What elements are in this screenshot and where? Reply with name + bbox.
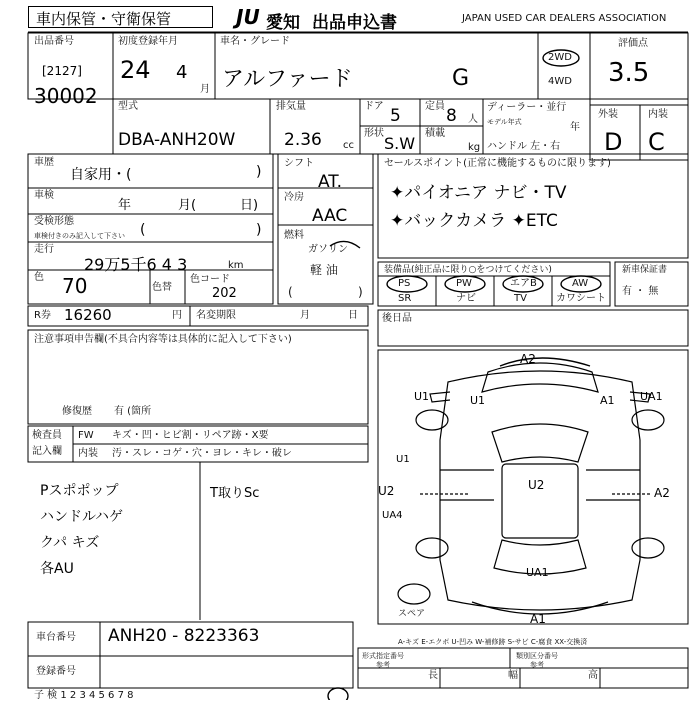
damage-legend: A-キズ E-エクボ U-凹み W-補修跡 S-サビ C-腐食 XX-交換済 bbox=[398, 638, 588, 646]
fuel-other-open: ( bbox=[288, 285, 293, 299]
interior-label: 内装 bbox=[648, 109, 668, 120]
history: 自家用・( bbox=[70, 167, 132, 183]
ju-logo: JU bbox=[236, 5, 260, 29]
name-change-day: 日 bbox=[348, 310, 358, 321]
lot-number-label: 出品番号 bbox=[34, 36, 74, 47]
equip-tv: TV bbox=[514, 293, 527, 304]
capacity-unit: 人 bbox=[468, 114, 478, 125]
fuel-diesel: 軽 油 bbox=[310, 263, 338, 277]
ref-label-1: 参考 bbox=[376, 661, 390, 669]
interior-grade: C bbox=[648, 128, 665, 156]
damage-mark: UA1 bbox=[526, 566, 549, 579]
reception-label: 受検形態 bbox=[34, 216, 74, 227]
inspection-month: 月( bbox=[178, 198, 197, 213]
sales-point-2: ✦バックカメラ ✦ETC bbox=[390, 211, 558, 231]
ref-label-2: 参考 bbox=[530, 661, 544, 669]
fuel-other-close: ) bbox=[358, 285, 363, 299]
mileage-label: 走行 bbox=[34, 244, 54, 255]
notice-label: 注意事項申告欄(不具合内容等は具体的に記入して下さい) bbox=[34, 334, 292, 345]
damage-mark: U1 bbox=[414, 390, 430, 403]
history-close: ) bbox=[256, 164, 262, 180]
name-change-label: 名変期限 bbox=[196, 310, 236, 321]
dealer-label: ディーラー・並行 bbox=[487, 102, 567, 113]
chassis-number: ANH20 - 8223363 bbox=[108, 626, 260, 646]
bottom-row: 子 検 1 2 3 4 5 6 7 8 bbox=[34, 690, 134, 701]
spare-label: スペア bbox=[398, 609, 426, 619]
reception-close: ) bbox=[256, 222, 262, 238]
lot-number: 30002 bbox=[34, 84, 98, 108]
exterior-label: 外装 bbox=[598, 109, 618, 120]
name-change-month: 月 bbox=[300, 310, 310, 321]
entry-label: 記入欄 bbox=[32, 446, 62, 457]
note-3: クパ キズ bbox=[40, 535, 100, 551]
damage-mark: A1 bbox=[600, 394, 615, 407]
damage-mark: A2 bbox=[520, 352, 536, 366]
mileage: 29万5千6 4 3 bbox=[84, 255, 188, 274]
org-name: 愛知 bbox=[266, 13, 300, 33]
damage-mark: A1 bbox=[530, 612, 546, 626]
cc-unit: cc bbox=[343, 140, 354, 151]
damage-mark: U2 bbox=[378, 484, 395, 498]
drive-2wd: 2WD bbox=[548, 52, 572, 63]
equip-navi: ナビ bbox=[456, 293, 476, 304]
association-name: JAPAN USED CAR DEALERS ASSOCIATION bbox=[462, 13, 667, 24]
inspection-label: 車検 bbox=[34, 190, 54, 201]
registration-label: 登録番号 bbox=[36, 666, 76, 677]
chassis-label: 車台番号 bbox=[36, 632, 76, 643]
score-label: 評価点 bbox=[618, 38, 648, 49]
note-right: T取りSc bbox=[210, 486, 260, 501]
color-label: 色 bbox=[34, 272, 44, 283]
color: 70 bbox=[62, 274, 88, 298]
repair-label: 修復歴 bbox=[62, 406, 92, 417]
width-label: 幅 bbox=[508, 670, 518, 681]
km-unit: km bbox=[228, 260, 244, 271]
lot-code: [2127] bbox=[42, 64, 82, 78]
first-reg-label: 初度登録年月 bbox=[118, 36, 178, 47]
equip-airbag: エアB bbox=[510, 278, 537, 289]
equip-sr: SR bbox=[398, 293, 412, 304]
storage-tags: 車内保管・守衛保管 bbox=[36, 10, 172, 28]
color-change-label: 色替 bbox=[152, 282, 172, 293]
damage-mark: A2 bbox=[654, 486, 670, 500]
new-warranty-label: 新車保証書 bbox=[622, 265, 668, 275]
checklist-row2-label: 内装 bbox=[78, 448, 98, 459]
later-items-label: 後日品 bbox=[382, 313, 412, 324]
category-label: 類別区分番号 bbox=[516, 652, 558, 660]
doors: 5 bbox=[390, 106, 401, 126]
checklist-row2: 汚・スレ・コゲ・穴・ヨレ・キレ・破レ bbox=[112, 448, 292, 459]
fuel-gasoline: ガソリン bbox=[308, 244, 348, 255]
capacity: 8 bbox=[446, 106, 457, 126]
note-1: Pスポポップ bbox=[40, 483, 119, 499]
inspection-year: 年 bbox=[118, 198, 132, 213]
kg-unit: kg bbox=[468, 142, 481, 153]
repair-value: 有 (箇所 bbox=[114, 406, 152, 417]
color-code-label: 色コード bbox=[190, 274, 230, 285]
inspection-day: 日) bbox=[240, 198, 259, 213]
handle-label: ハンドル 左・右 bbox=[487, 141, 561, 152]
capacity-label: 定員 bbox=[425, 101, 445, 112]
reception-note: 車検付きのみ記入して下さい bbox=[34, 232, 125, 240]
displacement: 2.36 bbox=[284, 130, 322, 150]
grade: G bbox=[452, 66, 470, 91]
color-code: 202 bbox=[212, 286, 237, 301]
checklist-row1-label: FW bbox=[78, 430, 94, 441]
equip-pw: PW bbox=[456, 278, 472, 289]
r-ken: 16260 bbox=[64, 306, 112, 324]
score: 3.5 bbox=[608, 58, 650, 88]
exterior-grade: D bbox=[604, 128, 623, 156]
note-2: ハンドルハゲ bbox=[40, 509, 124, 525]
inspector-label: 検査員 bbox=[32, 430, 62, 441]
load-label: 積載 bbox=[425, 128, 445, 139]
equipment-label: 装備品(純正品に限り○をつけてください) bbox=[384, 265, 552, 275]
equip-seat: カワシート bbox=[556, 293, 606, 304]
height-label: 高 bbox=[588, 670, 598, 681]
r-ken-label: R券 bbox=[34, 310, 51, 321]
equip-ps: PS bbox=[398, 278, 411, 289]
reg-year: 24 bbox=[120, 56, 151, 84]
displacement-label: 排気量 bbox=[276, 101, 306, 112]
drive-4wd: 4WD bbox=[548, 76, 572, 87]
type-label: 型式 bbox=[118, 101, 138, 112]
cert-type-label: 形式指定番号 bbox=[362, 652, 404, 660]
cooler: AAC bbox=[312, 206, 348, 226]
damage-mark: UA4 bbox=[382, 510, 403, 521]
reg-month-unit: 月 bbox=[200, 84, 210, 95]
sales-point-1: ✦パイオニア ナビ・TV bbox=[390, 183, 567, 203]
history-label: 車歴 bbox=[34, 157, 54, 168]
shape: S.W bbox=[384, 134, 416, 153]
year-unit: 年 bbox=[570, 122, 580, 133]
model-grade-label: 車名・グレード bbox=[220, 36, 290, 47]
damage-mark: U2 bbox=[528, 478, 545, 492]
sales-point-label: セールスポイント(正常に機能するものに限ります) bbox=[384, 158, 611, 169]
model-name: アルファード bbox=[222, 67, 353, 92]
type-code: DBA-ANH20W bbox=[118, 130, 236, 150]
cooler-label: 冷房 bbox=[284, 192, 304, 203]
equip-aw: AW bbox=[572, 278, 589, 289]
doors-label: ドア bbox=[364, 101, 384, 112]
length-label: 長 bbox=[428, 670, 438, 681]
damage-mark: UA1 bbox=[640, 390, 663, 403]
damage-mark: U1 bbox=[470, 394, 486, 407]
model-year-label: モデル年式 bbox=[487, 118, 522, 126]
shift-label: シフト bbox=[284, 158, 314, 169]
fuel-label: 燃料 bbox=[284, 230, 304, 241]
form-title: 出品申込書 bbox=[312, 13, 397, 33]
damage-mark: U1 bbox=[396, 454, 410, 465]
reception-open: ( bbox=[140, 222, 146, 238]
yen-unit: 円 bbox=[172, 310, 182, 321]
note-4: 各AU bbox=[40, 561, 74, 577]
new-warranty-options: 有 ・ 無 bbox=[622, 286, 659, 297]
checklist-row1: キズ・凹・ヒビ割・リペア跡・X要 bbox=[112, 430, 269, 441]
reg-month: 4 bbox=[176, 62, 188, 83]
shift: AT. bbox=[318, 172, 343, 192]
shape-label: 形状 bbox=[364, 128, 384, 139]
